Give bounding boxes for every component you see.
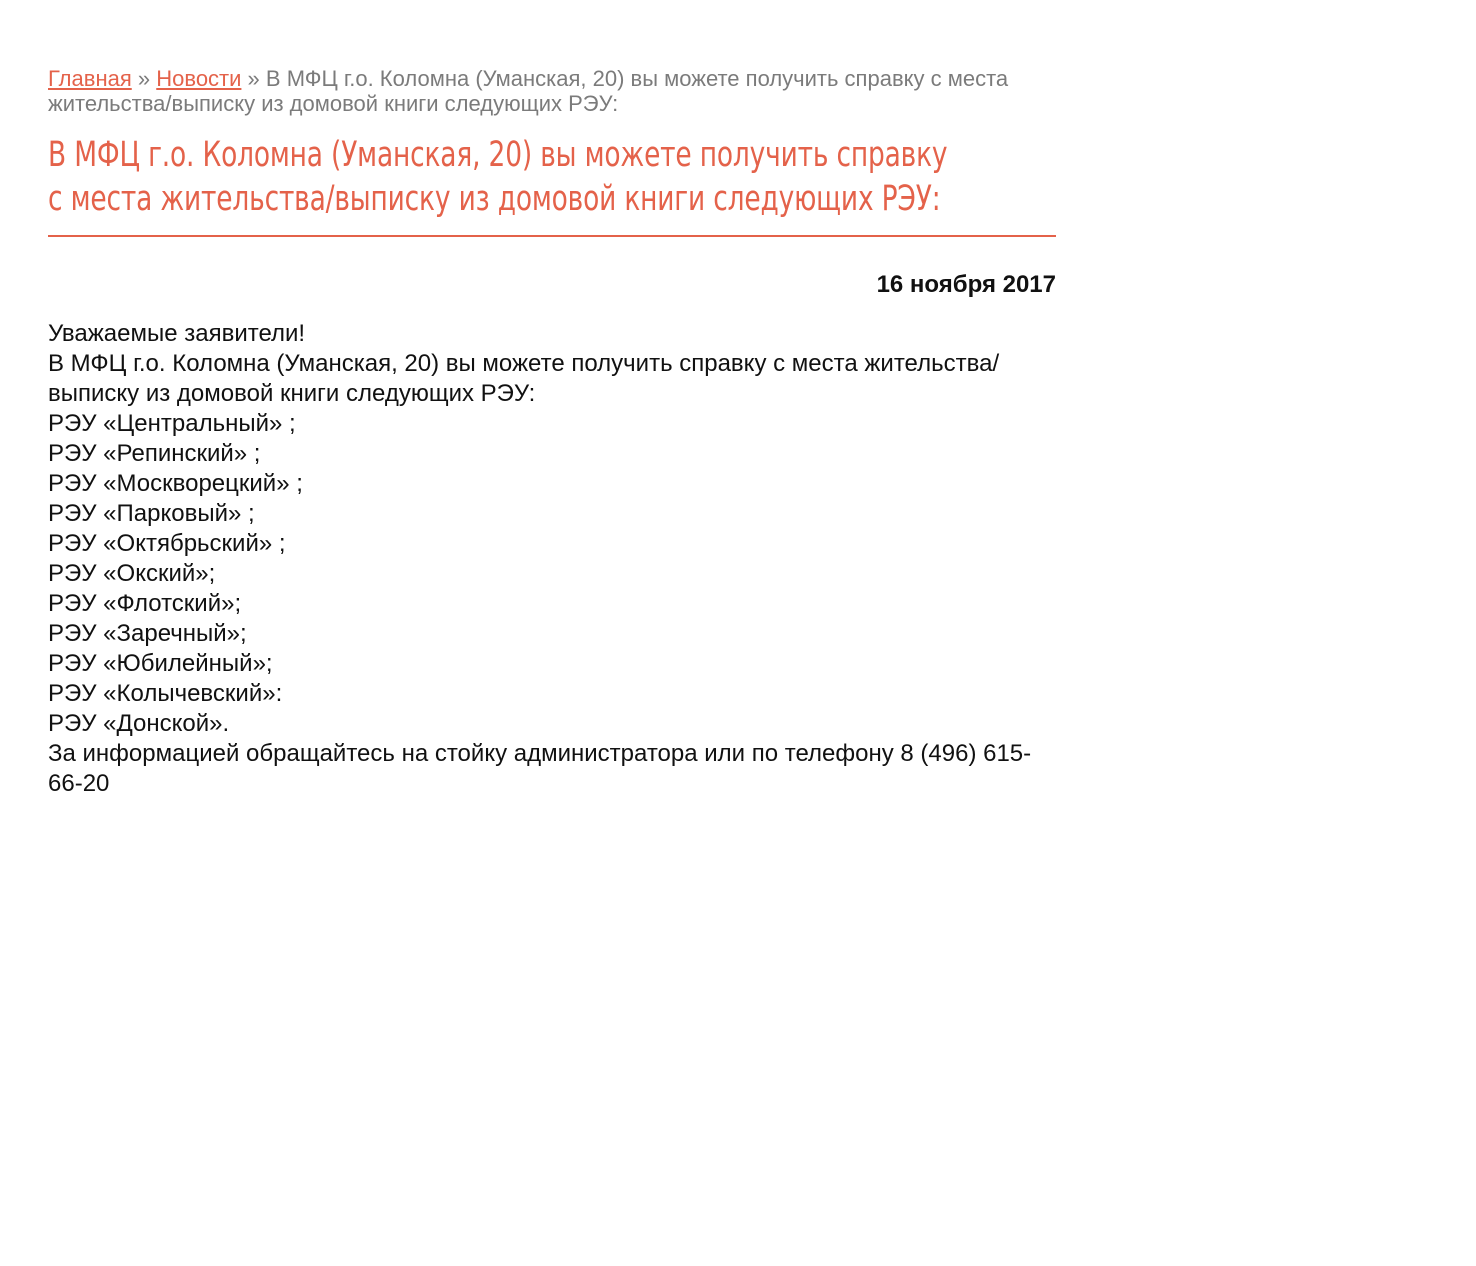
greeting: Уважаемые заявители! xyxy=(48,320,306,347)
reu-list-item: РЭУ «Заречный»; xyxy=(48,620,247,647)
breadcrumb xyxy=(48,66,1056,116)
reu-list-item: РЭУ «Парковый» ; xyxy=(48,500,255,527)
title-divider xyxy=(48,235,1056,237)
article-page xyxy=(48,66,1056,799)
breadcrumb-separator: » xyxy=(247,66,260,91)
reu-list-item: РЭУ «Октябрьский» ; xyxy=(48,530,286,557)
reu-list-item: РЭУ «Окский»; xyxy=(48,560,216,587)
page-title-line-2: с места жительства/выписку из домовой книги следующих РЭУ: xyxy=(48,179,941,219)
breadcrumb-separator: » xyxy=(137,66,151,91)
intro-text: В МФЦ г.о. Коломна (Уманская, 20) вы можете получить справку с места жительства/выписку из домовой книги следующих РЭУ: xyxy=(48,350,1000,407)
reu-list-item: РЭУ «Колычевский»: xyxy=(48,680,283,707)
article-date: 16 ноября 2017 xyxy=(876,271,1056,298)
breadcrumb-current: В МФЦ г.о. Коломна (Уманская, 20) вы можете получить справку с места жительства/выписку из домовой книги следующих РЭУ: xyxy=(48,66,1009,116)
reu-list-item: РЭУ «Донской». xyxy=(48,710,230,737)
page-title-line-1: В МФЦ г.о. Коломна (Уманская, 20) вы можете получить справку xyxy=(48,135,948,175)
reu-list-item: РЭУ «Центральный» ; xyxy=(48,410,296,437)
reu-list-item: РЭУ «Москворецкий» ; xyxy=(48,470,303,497)
breadcrumb-news-link[interactable]: Новости xyxy=(156,66,242,91)
contact-text: За информацией обращайтесь на стойку администратора или по телефону 8 (496) 615-66-20 xyxy=(48,740,1032,797)
reu-list-item: РЭУ «Юбилейный»; xyxy=(48,650,273,677)
article-body xyxy=(48,319,1056,799)
reu-list xyxy=(48,409,1056,739)
page-title xyxy=(48,133,1056,221)
breadcrumb-home-link[interactable]: Главная xyxy=(48,66,132,91)
reu-list-item: РЭУ «Флотский»; xyxy=(48,590,242,617)
reu-list-item: РЭУ «Репинский» ; xyxy=(48,440,261,467)
